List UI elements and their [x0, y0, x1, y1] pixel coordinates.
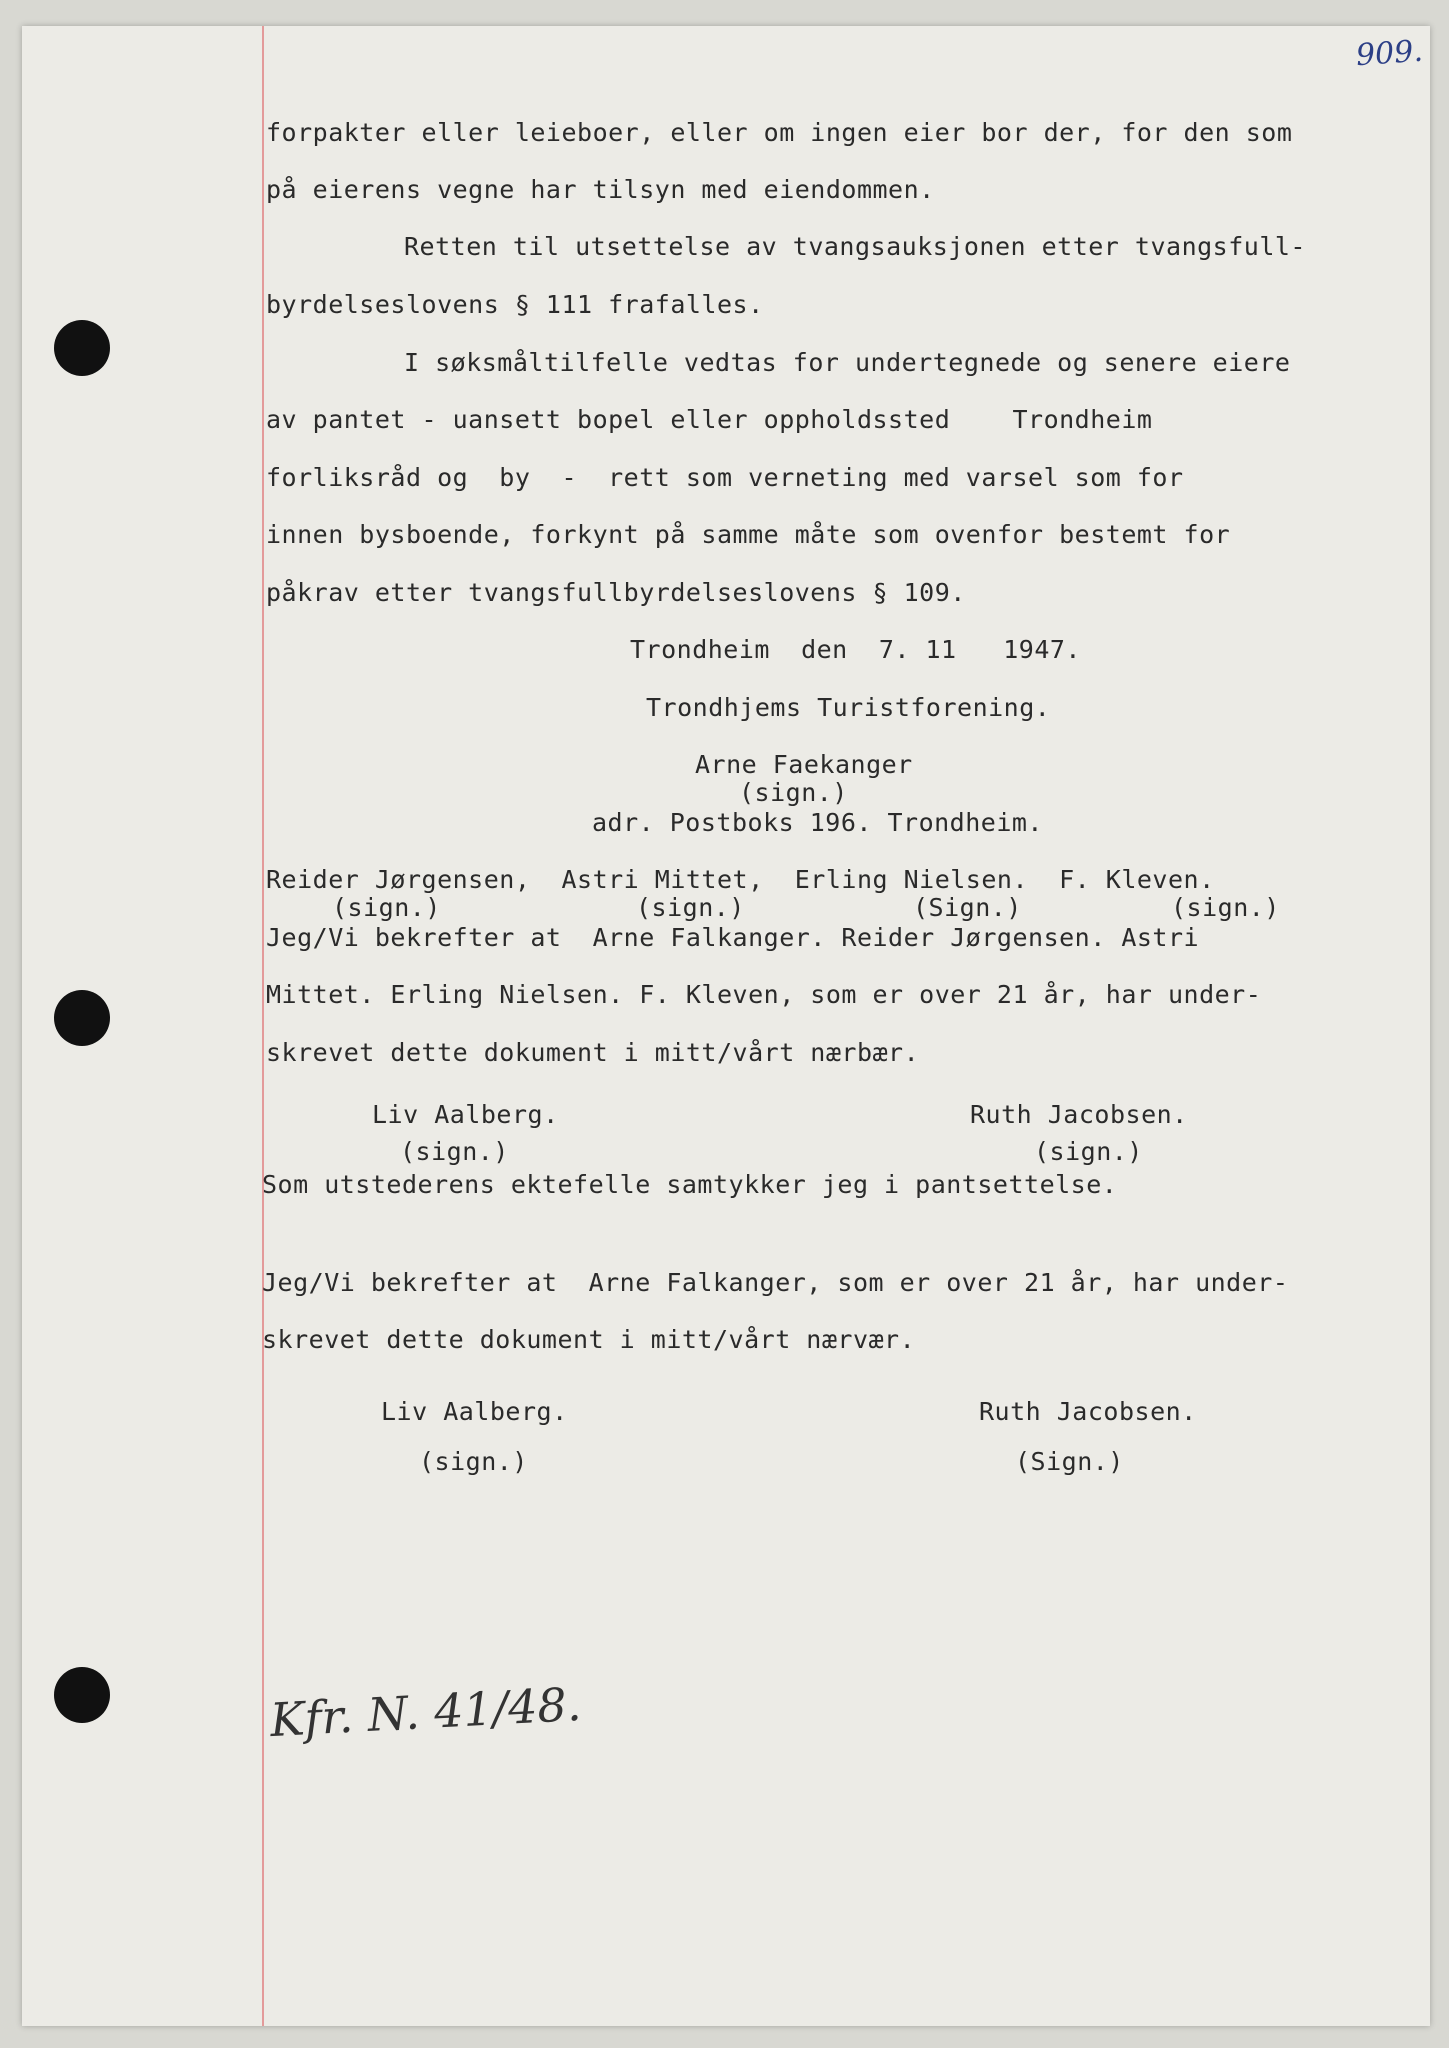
document-page [22, 26, 1430, 2026]
text-line: på eierens vegne har tilsyn med eiendommen. [266, 175, 935, 204]
text-line: skrevet dette dokument i mitt/vårt nærvær. [262, 1325, 916, 1354]
text-line: Retten til utsettelse av tvangsauksjonen etter tvangsfull- [404, 232, 1306, 261]
signature-mark: (sign.) [400, 1137, 509, 1166]
text-line: Jeg/Vi bekrefter at Arne Falkanger, som er over 21 år, har under- [262, 1268, 1289, 1297]
signature-mark: (sign.) [636, 893, 745, 922]
punch-hole [54, 990, 110, 1046]
signature-mark: (sign.) [739, 778, 848, 807]
signature-mark: (sign.) [332, 893, 441, 922]
text-line: Jeg/Vi bekrefter at Arne Falkanger. Reider Jørgensen. Astri [266, 923, 1200, 952]
punch-hole [54, 320, 110, 376]
text-line: påkrav etter tvangsfullbyrdelseslovens § 109. [266, 578, 966, 607]
address-line: adr. Postboks 196. Trondheim. [592, 808, 1043, 837]
signature-mark: (Sign.) [1015, 1447, 1124, 1476]
signatory-name: Arne Faekanger [695, 750, 913, 779]
witness-name: Ruth Jacobsen. [979, 1397, 1197, 1426]
signature-mark: (Sign.) [913, 893, 1022, 922]
text-line: av pantet - uansett bopel eller oppholdssted Trondheim [266, 405, 1153, 434]
board-members-line: Reider Jørgensen, Astri Mittet, Erling Nielsen. F. Kleven. [266, 865, 1215, 894]
text-line: skrevet dette dokument i mitt/vårt nærbær. [266, 1038, 920, 1067]
organization-name: Trondhjems Turistforening. [646, 693, 1051, 722]
margin-line [262, 26, 264, 2026]
date-line: Trondheim den 7. 11 1947. [630, 635, 1081, 664]
witness-name: Ruth Jacobsen. [970, 1100, 1188, 1129]
witness-name: Liv Aalberg. [381, 1397, 568, 1426]
page-number: 909. [1354, 33, 1424, 74]
text-line: I søksmåltilfelle vedtas for undertegnede og senere eiere [404, 348, 1291, 377]
signature-mark: (sign.) [419, 1447, 528, 1476]
witness-name: Liv Aalberg. [372, 1100, 559, 1129]
text-line: Mittet. Erling Nielsen. F. Kleven, som er over 21 år, har under- [266, 980, 1262, 1009]
handwritten-reference-note: Kfr. N. 41/48. [268, 1676, 583, 1748]
text-line: Som utstederens ektefelle samtykker jeg i pantsettelse. [262, 1170, 1118, 1199]
text-line: forpakter eller leieboer, eller om ingen eier bor der, for den som [266, 118, 1293, 147]
signature-mark: (sign.) [1034, 1137, 1143, 1166]
text-line: forliksråd og by - rett som verneting med varsel som for [266, 463, 1184, 492]
punch-hole [54, 1667, 110, 1723]
text-line: innen bysboende, forkynt på samme måte som ovenfor bestemt for [266, 520, 1231, 549]
text-line: byrdelseslovens § 111 frafalles. [266, 290, 764, 319]
signature-mark: (sign.) [1171, 893, 1280, 922]
